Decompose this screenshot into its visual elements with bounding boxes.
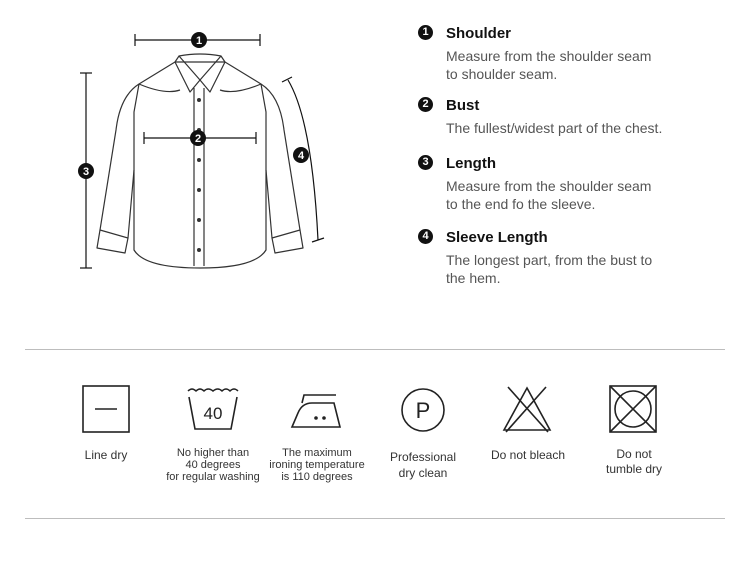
wash-40-icon bbox=[186, 383, 240, 433]
do-not-tumble-dry-icon bbox=[608, 383, 658, 433]
do-not-bleach-label: Do not bleach bbox=[490, 448, 566, 462]
iron-label: The maximum ironing temperature is 110 degrees bbox=[269, 447, 365, 483]
legend-number: 1 bbox=[418, 25, 433, 40]
legend-title: Bust bbox=[446, 97, 480, 114]
legend-title: Sleeve Length bbox=[446, 229, 548, 246]
legend-description: Measure from the shoulder seam to the end fo the sleeve. bbox=[446, 178, 652, 212]
legend-description: The longest part, from the bust to the hem. bbox=[446, 252, 653, 286]
marker-4: 4 bbox=[297, 150, 305, 162]
marker-2: 2 bbox=[194, 133, 202, 145]
measurement-legend bbox=[418, 24, 738, 287]
legend-length bbox=[418, 154, 738, 228]
legend-bust bbox=[418, 96, 738, 154]
legend-title: Length bbox=[446, 155, 496, 172]
iron-110-icon bbox=[288, 383, 344, 433]
shirt-measurement-diagram bbox=[0, 0, 360, 300]
legend-number: 3 bbox=[418, 155, 433, 170]
top-divider bbox=[25, 349, 725, 350]
legend-shoulder bbox=[418, 24, 738, 96]
legend-number: 2 bbox=[418, 97, 433, 112]
svg-text:P: P bbox=[415, 398, 431, 423]
bottom-divider bbox=[25, 518, 725, 519]
professional-dry-clean-icon bbox=[398, 383, 448, 433]
wash-label: No higher than 40 degrees for regular washing bbox=[166, 447, 260, 483]
do-not-bleach-icon bbox=[502, 383, 552, 433]
svg-text:40: 40 bbox=[203, 404, 223, 423]
legend-description: The fullest/widest part of the chest. bbox=[446, 120, 663, 136]
line-dry-icon bbox=[81, 383, 131, 433]
marker-3: 3 bbox=[82, 166, 90, 178]
legend-title: Shoulder bbox=[446, 25, 512, 42]
marker-1: 1 bbox=[195, 35, 203, 47]
do-not-tumble-dry-label: Do not tumble dry bbox=[605, 447, 663, 476]
line-dry-label: Line dry bbox=[84, 448, 128, 462]
legend-description: Measure from the shoulder seam to shoulder seam. bbox=[446, 48, 652, 82]
dry-clean-label: Professional dry clean bbox=[389, 450, 457, 480]
legend-sleeve-length bbox=[418, 228, 738, 287]
legend-number: 4 bbox=[418, 229, 433, 244]
